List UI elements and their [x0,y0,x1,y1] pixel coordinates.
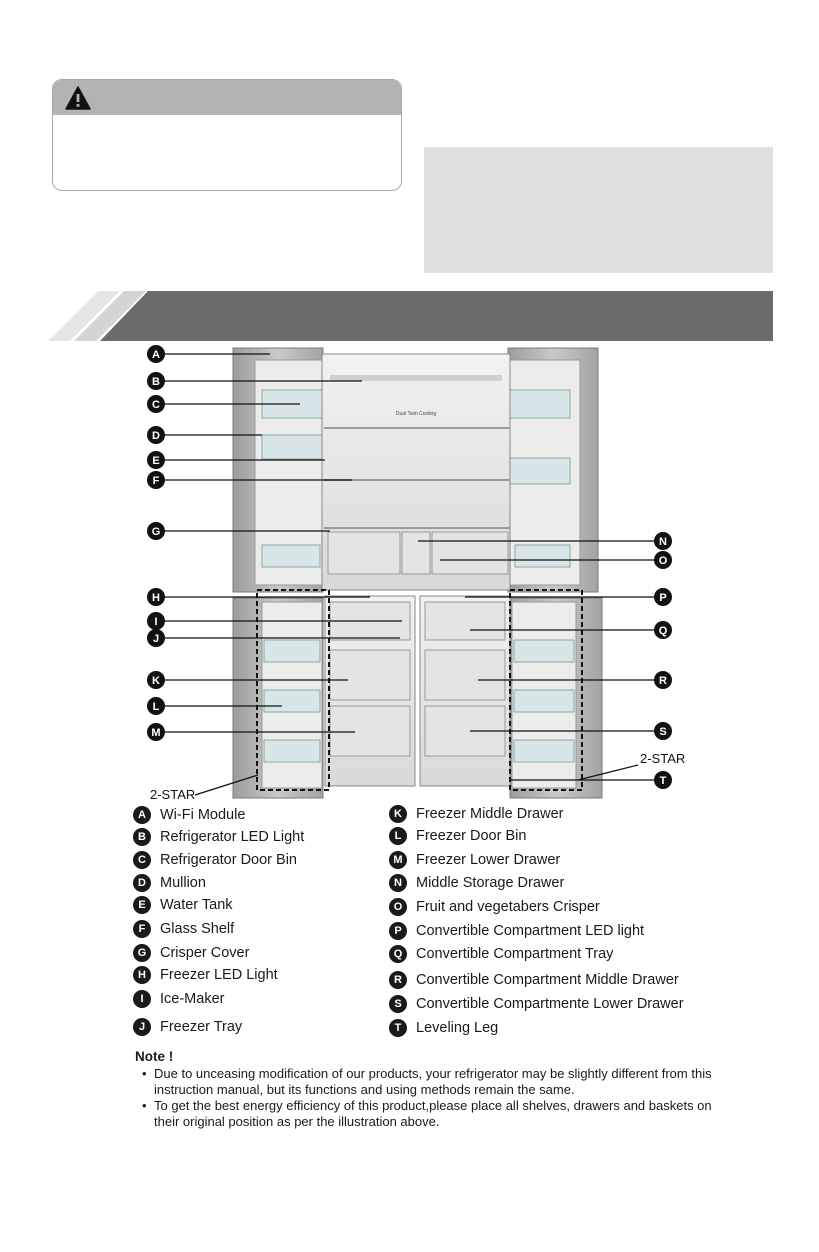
legend-badge: E [133,896,151,914]
callout-letter-a: A [152,349,160,361]
legend-item-i [133,988,224,1010]
legend-item-f [133,918,234,940]
legend-label: Freezer Tray [160,1019,243,1035]
legend-label: Leveling Leg [416,1020,499,1036]
legend-badge: D [133,874,151,892]
warning-header [53,80,401,115]
legend-badge: C [133,851,151,869]
legend-badge: F [133,920,151,938]
legend-badge: K [389,805,407,823]
callout-letter-e: E [152,455,160,467]
legend-label: Refrigerator Door Bin [160,852,297,868]
legend-item-b [133,826,304,848]
legend-badge: M [389,851,407,869]
legend-badge: H [133,966,151,984]
callout-letter-c: C [152,399,160,411]
note-section [135,1049,735,1130]
legend-item-p [389,920,644,942]
callout-letter-n: N [659,536,667,548]
callout-letter-d: D [152,430,160,442]
legend-item-a [133,804,245,826]
legend-item-m [389,849,560,871]
callout-letter-o: O [658,555,668,567]
legend-badge: P [389,922,407,940]
parts-legend [0,800,819,1045]
legend-item-o [389,896,600,918]
callout-letter-b: B [152,376,160,388]
legend-label: Convertible Compartment Middle Drawer [416,972,679,988]
shelf-print: Dual Twin Cooling [395,411,437,417]
callout-letter-f: F [152,475,160,487]
legend-badge: R [389,971,407,989]
legend-item-j [133,1016,242,1038]
legend-item-t [389,1017,498,1039]
legend-badge: S [389,995,407,1013]
callout-letter-l: L [152,701,160,713]
legend-label: Ice-Maker [160,991,225,1007]
legend-item-r [389,969,679,991]
left-fridge-door [233,348,332,592]
legend-item-d [133,872,206,894]
grey-note-panel [424,147,773,273]
two-star-label-right: 2-STAR [640,751,686,766]
section-banner [48,291,773,341]
legend-badge: T [389,1019,407,1037]
legend-label: Convertible Compartment LED light [416,923,645,939]
legend-badge: B [133,828,151,846]
legend-label: Freezer Middle Drawer [416,806,564,822]
legend-label: Refrigerator LED Light [160,829,305,845]
legend-item-c [133,849,297,871]
legend-badge: J [133,1018,151,1036]
right-freezer-door [510,598,602,798]
legend-label: Middle Storage Drawer [416,875,565,891]
legend-label: Freezer Door Bin [416,828,527,844]
legend-label: Convertible Compartment Tray [416,946,614,962]
callout-letter-q: Q [658,625,668,637]
legend-badge: O [389,898,407,916]
callout-letter-m: M [151,727,161,739]
legend-label: Glass Shelf [160,921,235,937]
callout-letter-p: P [659,592,667,604]
legend-badge: I [133,990,151,1008]
legend-label: Water Tank [160,897,233,913]
note-title: Note ! [135,1049,174,1064]
callout-letter-h: H [152,592,160,604]
legend-badge: N [389,874,407,892]
two-star-label-left: 2-STAR [150,787,196,802]
callout-letter-k: K [152,675,160,687]
legend-item-g [133,942,249,964]
refrigerator-diagram [0,340,819,810]
callout-letter-j: J [152,633,160,645]
legend-item-q [389,943,613,965]
legend-label: Freezer Lower Drawer [416,852,561,868]
callout-letter-t: T [659,775,667,787]
legend-label: Convertible Compartmente Lower Drawer [416,996,684,1012]
freezer-cabinet [325,596,510,786]
note-bullet-2: • To get the best energy efficiency of this product,please place all shelves, drawers and baskets on their original position as per the illustration above. [135,1098,735,1130]
legend-item-n [389,872,564,894]
legend-label: Wi-Fi Module [160,807,246,823]
callout-letter-g: G [151,526,161,538]
callout-letter-i: I [154,616,158,628]
legend-item-s [389,993,684,1015]
legend-badge: A [133,806,151,824]
legend-label: Mullion [160,875,206,891]
legend-label: Freezer LED Light [160,967,278,983]
callout-letter-s: S [659,726,667,738]
warning-triangle-icon [65,86,91,110]
fridge-cabinet [322,354,510,590]
legend-label: Fruit and vegetabers Crisper [416,899,600,915]
legend-item-e [133,894,233,916]
legend-label: Crisper Cover [160,945,250,961]
legend-item-h [133,964,278,986]
left-freezer-door [233,598,323,798]
warning-box [52,79,402,191]
legend-badge: L [389,827,407,845]
legend-item-l [389,825,526,847]
legend-badge: G [133,944,151,962]
legend-badge: Q [389,945,407,963]
note-bullet-1: • Due to unceasing modification of our products, your refrigerator may be slightly different from this instruction manual, but its functions and using methods remain the same. [135,1066,735,1098]
right-fridge-door [500,348,598,592]
callout-letter-r: R [659,675,667,687]
legend-item-k [389,803,563,825]
